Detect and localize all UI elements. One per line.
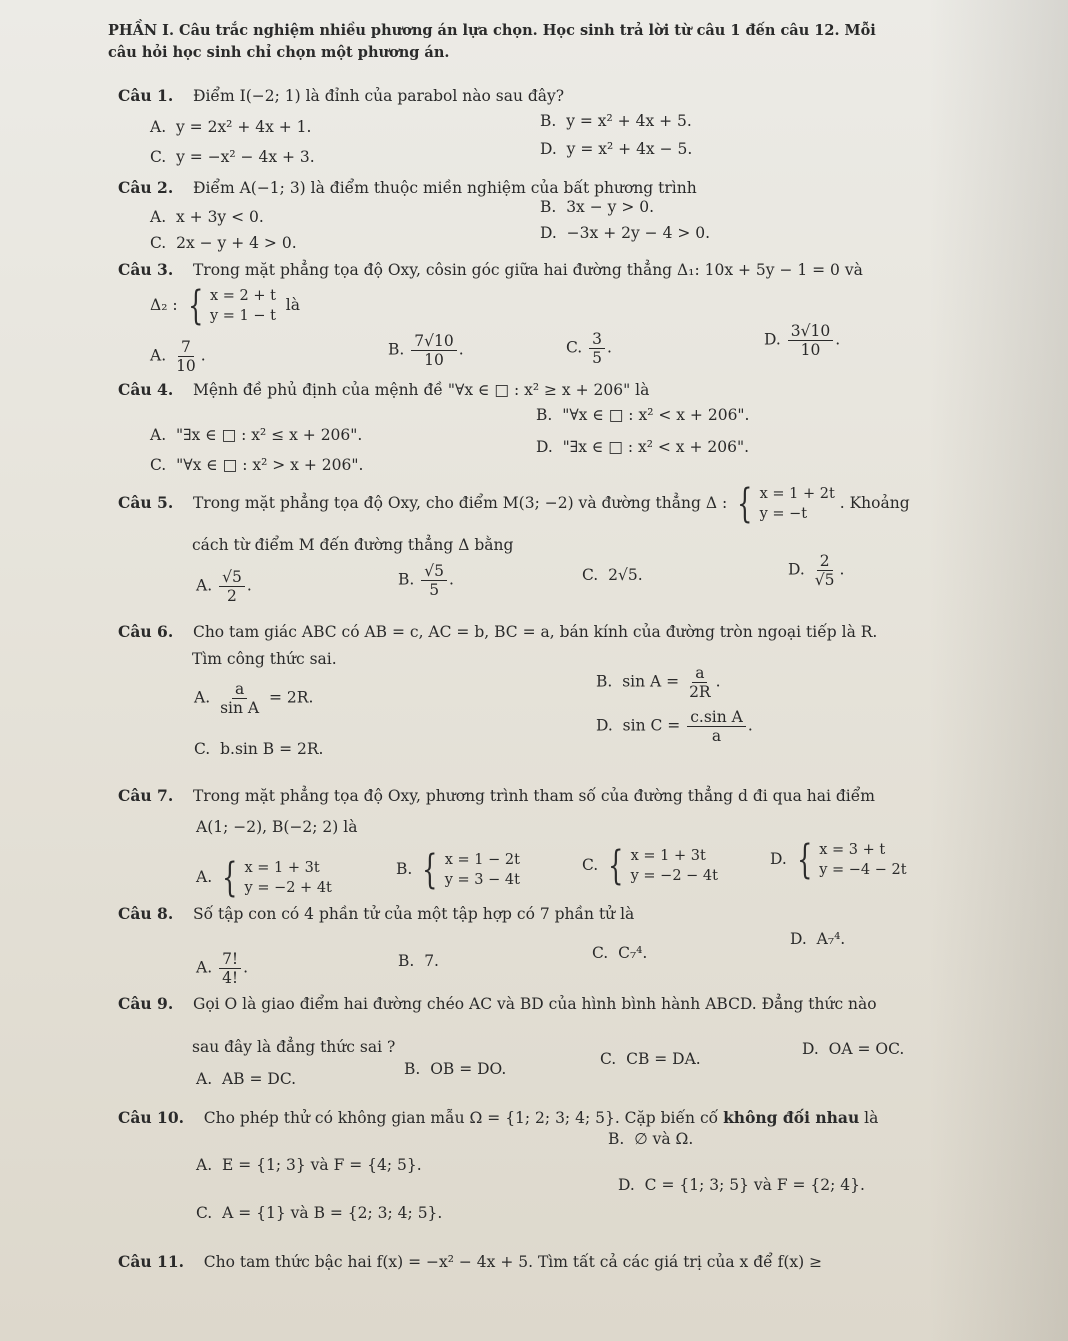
section-header: PHẦN I. Câu trắc nghiệm nhiều phương án lựa chọn. Học sinh trả lời từ câu 1 đến câu 12. Mỗi [108, 22, 876, 39]
option-3a[interactable]: A. $\frac{7}{10}$ . [150, 338, 206, 375]
question-label: Câu 1. [118, 86, 174, 105]
option-5a[interactable]: A. $\frac{√5}{2}$ . [196, 568, 252, 605]
option-7a[interactable]: A. { x = 1 + 3t y = −2 + 4t [196, 855, 332, 901]
question-11: Câu 11. Cho tam thức bậc hai f(x) = −x² − 4x + 5. Tìm tất cả các giá trị của x để f(x) ≥ [118, 1252, 823, 1271]
option-1d[interactable]: D. y = x² + 4x − 5. [540, 140, 693, 158]
option-4d[interactable]: D. "∃x ∈ □ : x² < x + 206". [536, 438, 750, 456]
option-9b[interactable]: B. OB = DO. [404, 1060, 507, 1078]
option-3b[interactable]: B. $\frac{7√10}{10}$ . [388, 332, 464, 369]
question-5-line2: cách từ điểm M đến đường thẳng Δ bằng [192, 536, 514, 554]
option-9a[interactable]: A. AB = DC. [196, 1070, 297, 1088]
option-2b[interactable]: B. 3x − y > 0. [540, 198, 655, 216]
question-1 [118, 86, 564, 105]
question-stem: Điểm I(−2; 1) là đỉnh của parabol nào sau đây? [192, 87, 565, 105]
option-7d[interactable]: D. { x = 3 + t y = −4 − 2t [770, 837, 907, 883]
option-8d[interactable]: D. A₇⁴. [790, 930, 846, 948]
option-2c[interactable]: C. 2x − y + 4 > 0. [150, 234, 297, 252]
option-7b[interactable]: B. { x = 1 − 2t y = 3 − 4t [396, 847, 520, 893]
option-10a[interactable]: A. E = {1; 3} và F = {4; 5}. [196, 1156, 422, 1174]
section-header-cont: câu hỏi học sinh chỉ chọn một phương án. [108, 44, 450, 61]
option-1c[interactable]: C. y = −x² − 4x + 3. [150, 148, 315, 166]
option-6c[interactable]: C. b.sin B = 2R. [194, 740, 324, 758]
question-9-line2: sau đây là đẳng thức sai ? [192, 1038, 396, 1056]
option-6a[interactable]: A. $\frac{a}{\text{sin A}}$ = 2R. [194, 680, 314, 717]
option-9c[interactable]: C. CB = DA. [600, 1050, 701, 1068]
option-10c[interactable]: C. A = {1} và B = {2; 3; 4; 5}. [196, 1204, 443, 1222]
option-8a[interactable]: A. $\frac{7!}{4!}$ . [196, 950, 249, 987]
option-4a[interactable]: A. "∃x ∈ □ : x² ≤ x + 206". [150, 426, 363, 444]
option-1a[interactable]: A. y = 2x² + 4x + 1. [150, 118, 312, 136]
question-3: Câu 3. Trong mặt phẳng tọa độ Oxy, côsin góc giữa hai đường thẳng Δ₁: 10x + 5y − 1 = 0 và [118, 260, 863, 279]
option-4c[interactable]: C. "∀x ∈ □ : x² > x + 206". [150, 456, 364, 474]
option-2d[interactable]: D. −3x + 2y − 4 > 0. [540, 224, 711, 242]
option-5d[interactable]: D. $\frac{2}{√5}$ . [788, 552, 845, 589]
question-6: Câu 6. Cho tam giác ABC có AB = c, AC = b, BC = a, bán kính của đường tròn ngoại tiếp là R. [118, 622, 878, 641]
option-10d[interactable]: D. C = {1; 3; 5} và F = {2; 4}. [618, 1176, 865, 1194]
option-4b[interactable]: B. "∀x ∈ □ : x² < x + 206". [536, 406, 750, 424]
option-10b[interactable]: B. ∅ và Ω. [608, 1130, 694, 1148]
page-edge-shadow [928, 0, 1068, 1341]
question-6-line2: Tìm công thức sai. [192, 650, 337, 668]
question-3-line2: Δ₂ : { x = 2 + t y = 1 − t là [150, 283, 300, 329]
option-6d[interactable]: D. sin C = $\frac{\text{c.sin A}}{a}$ . [596, 708, 753, 745]
option-8b[interactable]: B. 7. [398, 952, 439, 970]
option-5b[interactable]: B. $\frac{√5}{5}$ . [398, 562, 454, 599]
question-5: Câu 5. Trong mặt phẳng tọa độ Oxy, cho điểm M(3; −2) và đường thẳng Δ : { x = 1 + 2t y = −t . Khoảng [118, 481, 910, 527]
option-1b[interactable]: B. y = x² + 4x + 5. [540, 112, 692, 130]
question-8: Câu 8. Số tập con có 4 phần tử của một tập hợp có 7 phần tử là [118, 904, 635, 923]
question-10: Câu 10. Cho phép thử có không gian mẫu Ω = {1; 2; 3; 4; 5}. Cặp biến cố không đối nhau là [118, 1108, 879, 1127]
option-2a[interactable]: A. x + 3y < 0. [150, 208, 264, 226]
option-7c[interactable]: C. { x = 1 + 3t y = −2 − 4t [582, 843, 718, 889]
question-9: Câu 9. Gọi O là giao điểm hai đường chéo AC và BD của hình bình hành ABCD. Đẳng thức nào [118, 994, 877, 1013]
question-7-line2: A(1; −2), B(−2; 2) là [196, 818, 358, 836]
question-7: Câu 7. Trong mặt phẳng tọa độ Oxy, phương trình tham số của đường thẳng d đi qua hai điểm [118, 786, 875, 805]
option-9d[interactable]: D. OA = OC. [802, 1040, 905, 1058]
option-3d[interactable]: D. $\frac{3√10}{10}$ . [764, 322, 841, 359]
option-3c[interactable]: C. $\frac{3}{5}$ . [566, 330, 612, 367]
question-4: Câu 4. Mệnh đề phủ định của mệnh đề "∀x ∈ □ : x² ≥ x + 206" là [118, 380, 650, 399]
option-5c[interactable]: C. 2√5. [582, 566, 643, 584]
option-8c[interactable]: C. C₇⁴. [592, 944, 648, 962]
option-6b[interactable]: B. sin A = $\frac{a}{2R}$ . [596, 664, 721, 701]
question-2: Câu 2. Điểm A(−1; 3) là điểm thuộc miền nghiệm của bất phương trình [118, 178, 697, 197]
